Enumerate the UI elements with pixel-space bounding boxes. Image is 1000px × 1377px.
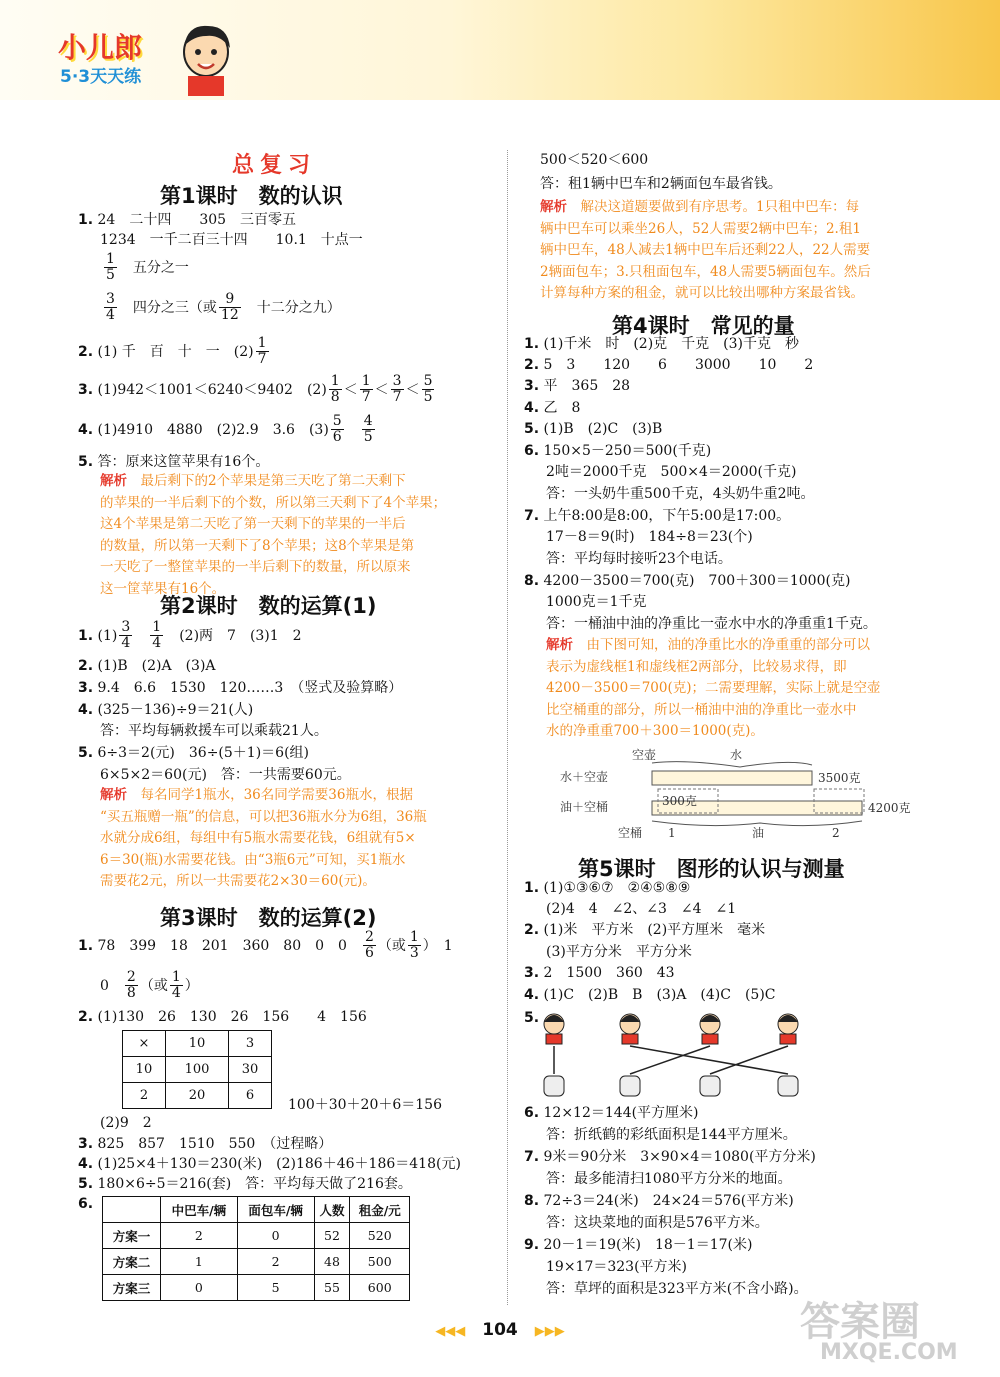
l3-q1d: 0 — [100, 977, 109, 994]
watermark: 答案圈 — [800, 1299, 920, 1345]
l1-q3: (1)942＜1001＜6240＜9402 (2) — [97, 381, 327, 398]
q-num: 6. — [78, 1196, 94, 1212]
q-num: 1. — [78, 212, 94, 228]
grid-cell: 30 — [229, 1057, 272, 1083]
l3-q3: 825 857 1510 550 （过程略） — [97, 1136, 333, 1152]
l5-q2a: (1)米 平方米 (2)平方厘米 毫米 — [543, 922, 766, 938]
next-arrows-icon: ▶▶▶ — [534, 1324, 565, 1339]
diagram-label: 4200克 — [868, 801, 911, 815]
plan-header: 人数 — [314, 1197, 350, 1223]
l1-q1b: 1234 一千二百三十四 10.1 十点一 — [100, 232, 363, 248]
main-title: 总复习 — [232, 153, 317, 178]
plan-cell: 48 — [314, 1249, 350, 1275]
q-num: 3. — [524, 965, 540, 981]
explanation-label: 解析 — [100, 473, 127, 489]
l1-q1c: 五分之一 — [132, 259, 189, 276]
grid-cell: × — [123, 1031, 166, 1057]
answer-label: 答： — [546, 616, 574, 632]
l5-q2b: (3)平方分米 平方分米 — [546, 944, 692, 960]
diagram-label: 3500克 — [818, 771, 861, 785]
plan-header: 面包车/辆 — [237, 1197, 314, 1223]
l2-q1b: (2)两 7 (3)1 2 — [179, 627, 302, 644]
l4-q2: 5 3 120 6 3000 10 2 — [543, 357, 814, 373]
l1-q5: 答：原来这筐苹果有16个。 — [97, 454, 270, 470]
q-num: 7. — [524, 1149, 540, 1165]
plan-cell: 0 — [161, 1275, 238, 1301]
l5-q8b: 答：这块菜地的面积是576平方米。 — [546, 1215, 769, 1231]
diagram-label: 水 — [730, 748, 743, 762]
q-num: 5. — [78, 454, 94, 470]
brand-logo: 小儿郎 — [58, 31, 143, 64]
q-num: 2. — [524, 357, 540, 373]
diagram-label: 油＋空桶 — [560, 800, 609, 814]
l5-q8a: 72÷3＝24(米) 24×24＝576(平方米) — [543, 1193, 794, 1209]
r-line2: 答：租1辆中巴车和2辆面包车最省钱。 — [540, 176, 782, 192]
fraction: $\frac{1}{7}$ — [257, 335, 267, 368]
l4-explanation: 由下图可知，油的净重比水的净重重的部分可以 表示为虚线框1和虚线框2两部分，比较易求得，即 4200－3500＝700(克)；二需要理解，实际上就是空壶 比空桶重的部分，所以一桶油中油的净重比一壶水中 水的净重重700＋300＝1000(克)。 — [546, 637, 881, 739]
q-num: 4. — [78, 1156, 94, 1172]
q-num: 4. — [78, 421, 94, 438]
plan-header: 中巴车/辆 — [161, 1197, 238, 1223]
l5-q1b: (2)4 4 ∠2、∠3 ∠4 ∠1 — [546, 901, 737, 917]
l1-explanation: 最后剩下的2个苹果是第三天吃了第二天剩下 的苹果的一半后剩下的个数，所以第三天剩下了4个苹果； 这4个苹果是第二天吃了第一天剩下的苹果的一半后 的数量，所以第一天剩下了8个苹果；这8个苹果是第 一天吃了一整筐苹果的一半后剩下的数量，所以原来 这一筐苹果有16个。 — [100, 473, 447, 597]
plan-cell: 1 — [161, 1249, 238, 1275]
q-num: 2. — [78, 343, 94, 360]
l4-q4: 乙 8 — [543, 400, 581, 416]
q-num: 4. — [78, 702, 94, 718]
diagram-label: 油 — [752, 826, 765, 840]
l1-q4: (1)4910 4880 (2)2.9 3.6 (3) — [97, 421, 329, 438]
plan-cell: 52 — [314, 1223, 350, 1249]
q-num: 3. — [78, 1136, 94, 1152]
l1-q2: (1) 千 百 十 一 (2) — [97, 343, 254, 360]
plan-cell: 5 — [237, 1275, 314, 1301]
diagram-label: 300克 — [662, 794, 697, 808]
l4-q7a: 上午8:00是8:00，下午5:00是17:00。 — [543, 508, 791, 524]
grid-cell: 10 — [165, 1031, 228, 1057]
l4-q1: (1)千米 时 (2)克 千克 (3)千克 秒 — [543, 336, 800, 352]
l4-q7c: 答：平均每时接听23个电话。 — [546, 551, 732, 567]
plan-cell: 600 — [350, 1275, 410, 1301]
l4-q8b: 1000克＝1千克 — [546, 594, 647, 610]
view-matching-figure — [536, 1008, 816, 1100]
q-num: 6. — [524, 1105, 540, 1121]
grid-cell: 20 — [165, 1083, 228, 1109]
q-num: 1. — [524, 336, 540, 352]
plan-name: 方案三 — [103, 1275, 161, 1301]
l3-q1a: 78 399 18 201 360 80 0 0 — [97, 937, 347, 954]
l1-q1e: 十二分之九） — [256, 299, 341, 316]
l2-q2: (1)B (2)A (3)A — [97, 658, 216, 674]
q-num: 5. — [524, 1010, 540, 1026]
diagram-label: 空壶 — [632, 748, 657, 762]
multiplication-grid — [122, 1030, 272, 1109]
l3-q4: (1)25×4＋130＝230(米) (2)186＋46＋186＝418(元) — [97, 1156, 461, 1172]
l4-q3: 平 365 28 — [543, 378, 631, 394]
q-num: 2. — [78, 658, 94, 674]
plan-header — [103, 1197, 161, 1223]
l5-q9b: 19×17＝323(平方米) — [546, 1259, 688, 1275]
header-banner — [0, 0, 1000, 100]
plan-name: 方案二 — [103, 1249, 161, 1275]
lesson1-title: 第1课时 数的认识 — [160, 184, 343, 208]
l2-q3: 9.4 6.6 1530 120……3 （竖式及验算略） — [97, 680, 403, 696]
l5-q3: 2 1500 360 43 — [543, 965, 675, 981]
grid-cell: 6 — [229, 1083, 272, 1109]
page-number: 104 — [482, 1320, 518, 1340]
q-num: 8. — [524, 573, 540, 589]
q-num: 8. — [524, 1193, 540, 1209]
l4-q8c: 一桶油中油的净重比一壶水中水的净重重1千克。 — [574, 616, 877, 632]
q-num: 1. — [78, 627, 94, 644]
l2-explanation: 每名同学1瓶水，36名同学需要36瓶水，根据 “买五瓶赠一瓶”的信息，可以把36瓶水分为6组，36瓶 水就分成6组，每组中有5瓶水需要花钱，6组就有5× 6＝30(瓶)水需要花钱。由“3瓶6元”可知，买1瓶水 需要花2元，所以一共需要花2×30＝60(元)。 — [100, 787, 427, 889]
fraction: $\frac{9}{12}$ — [220, 291, 239, 324]
q-num: 1. — [524, 880, 540, 896]
l4-q6a: 150×5－250＝500(千克) — [543, 443, 712, 459]
l5-q7a: 9米＝90分米 3×90×4＝1080(平方分米) — [543, 1149, 816, 1165]
prev-arrows-icon: ◀◀◀ — [435, 1324, 466, 1339]
l3-q1b: （或 — [377, 937, 406, 954]
mascot-icon — [176, 20, 236, 98]
l5-q1a: (1)①③⑥⑦ ②④⑤⑧⑨ — [543, 880, 691, 896]
plan-cell: 0 — [237, 1223, 314, 1249]
grid-cell: 3 — [229, 1031, 272, 1057]
explanation-label: 解析 — [546, 637, 573, 653]
q-num: 7. — [524, 508, 540, 524]
q-num: 4. — [524, 400, 540, 416]
lesson3-title: 第3课时 数的运算(2) — [160, 906, 377, 930]
r-explanation: 解决这道题要做到有序思考。1只租中巴车：每 辆中巴车可以乘坐26人，52人需要2辆中巴车；2.租1 辆中巴车，48人减去1辆中巴车后还剩22人，22人需要 2辆面包车；3.只租面包车，48人需要5辆面包车。然后 计算每种方案的租金，就可以比较出哪种方案最省钱。 — [540, 199, 871, 301]
fraction: $\frac{3}{4}$ — [106, 291, 115, 324]
l5-q7b: 答：最多能清扫1080平方分米的地面。 — [546, 1171, 792, 1187]
column-divider — [507, 150, 508, 1305]
l2-q4b: 答：平均每辆救援车可以乘载21人。 — [100, 723, 328, 739]
plan-name: 方案一 — [103, 1223, 161, 1249]
q-num: 4. — [524, 987, 540, 1003]
l4-q6c: 答：一头奶牛重500千克，4头奶牛重2吨。 — [546, 486, 815, 502]
q-num: 5. — [524, 421, 540, 437]
l5-q9a: 20－1＝19(米) 18－1＝17(米) — [543, 1237, 753, 1253]
l5-q9c: 答：草坪的面积是323平方米(不含小路)。 — [546, 1281, 808, 1297]
l4-q7b: 17－8＝9(时) 184÷8＝23(个) — [546, 529, 753, 545]
l3-q5: 180×6÷5＝216(套) 答：平均每天做了216套。 — [97, 1176, 412, 1192]
plan-header: 租金/元 — [350, 1197, 410, 1223]
plan-cell: 55 — [314, 1275, 350, 1301]
l5-q6a: 12×12＝144(平方厘米) — [543, 1105, 699, 1121]
plan-cell: 2 — [237, 1249, 314, 1275]
l1-q1d: 四分之三（或 — [132, 299, 217, 316]
lesson4-title: 第4课时 常见的量 — [612, 314, 795, 338]
l5-q6b: 答：折纸鹤的彩纸面积是144平方厘米。 — [546, 1127, 797, 1143]
diagram-label: 2 — [832, 826, 840, 840]
q-num: 1. — [78, 937, 94, 954]
q-num: 5. — [78, 1176, 94, 1192]
q-num: 6. — [524, 443, 540, 459]
plan-cell: 2 — [161, 1223, 238, 1249]
q-num: 2. — [78, 1009, 94, 1025]
explanation-label: 解析 — [100, 787, 127, 803]
lesson5-title: 第5课时 图形的认识与测量 — [578, 857, 845, 881]
q-num: 5. — [78, 745, 94, 761]
l4-q8a: 4200－3500＝700(克) 700＋300＝1000(克) — [543, 573, 851, 589]
l2-q1: (1) — [97, 627, 118, 644]
plan-cell: 500 — [350, 1249, 410, 1275]
l2-q4a: (325－136)÷9＝21(人) — [97, 702, 254, 718]
grid-cell: 2 — [123, 1083, 166, 1109]
l3-q2a: (1)130 26 130 26 156 4 156 — [97, 1009, 367, 1025]
q-num: 9. — [524, 1237, 540, 1253]
watermark-url: MXQE.COM — [820, 1340, 958, 1365]
l3-sum: 100＋30＋20＋6＝156 — [288, 1097, 442, 1113]
q-num: 3. — [78, 381, 94, 398]
diagram-label: 1 — [668, 826, 676, 840]
l5-q4: (1)C (2)B B (3)A (4)C (5)C — [543, 987, 776, 1003]
q-num: 2. — [524, 922, 540, 938]
l4-q5: (1)B (2)C (3)B — [543, 421, 663, 437]
series-name: 5·3天天练 — [60, 67, 142, 87]
l3-q1c: 1 — [443, 937, 453, 954]
q-num: 3. — [524, 378, 540, 394]
q-num: 3. — [78, 680, 94, 696]
fraction: $\frac{1}{5}$ — [106, 251, 115, 284]
diagram-label: 水＋空壶 — [560, 770, 609, 784]
plan-cell: 520 — [350, 1223, 410, 1249]
r-line1: 500＜520＜600 — [540, 152, 649, 168]
l3-q2b: (2)9 2 — [100, 1115, 152, 1131]
lesson2-title: 第2课时 数的运算(1) — [160, 594, 377, 618]
l4-q6b: 2吨＝2000千克 500×4＝2000(千克) — [546, 464, 797, 480]
grid-cell: 10 — [123, 1057, 166, 1083]
water-oil-diagram — [560, 745, 920, 845]
l2-q5b: 6×5×2＝60(元) 答：一共需要60元。 — [100, 767, 351, 783]
grid-cell: 100 — [165, 1057, 228, 1083]
l2-q5a: 6÷3＝2(元) 36÷(5＋1)＝6(组) — [97, 745, 310, 761]
l1-q1a: 24 二十四 305 三百零五 — [97, 212, 297, 228]
explanation-label: 解析 — [540, 199, 567, 215]
diagram-label: 空桶 — [618, 826, 643, 840]
rental-plan-table — [102, 1196, 410, 1301]
